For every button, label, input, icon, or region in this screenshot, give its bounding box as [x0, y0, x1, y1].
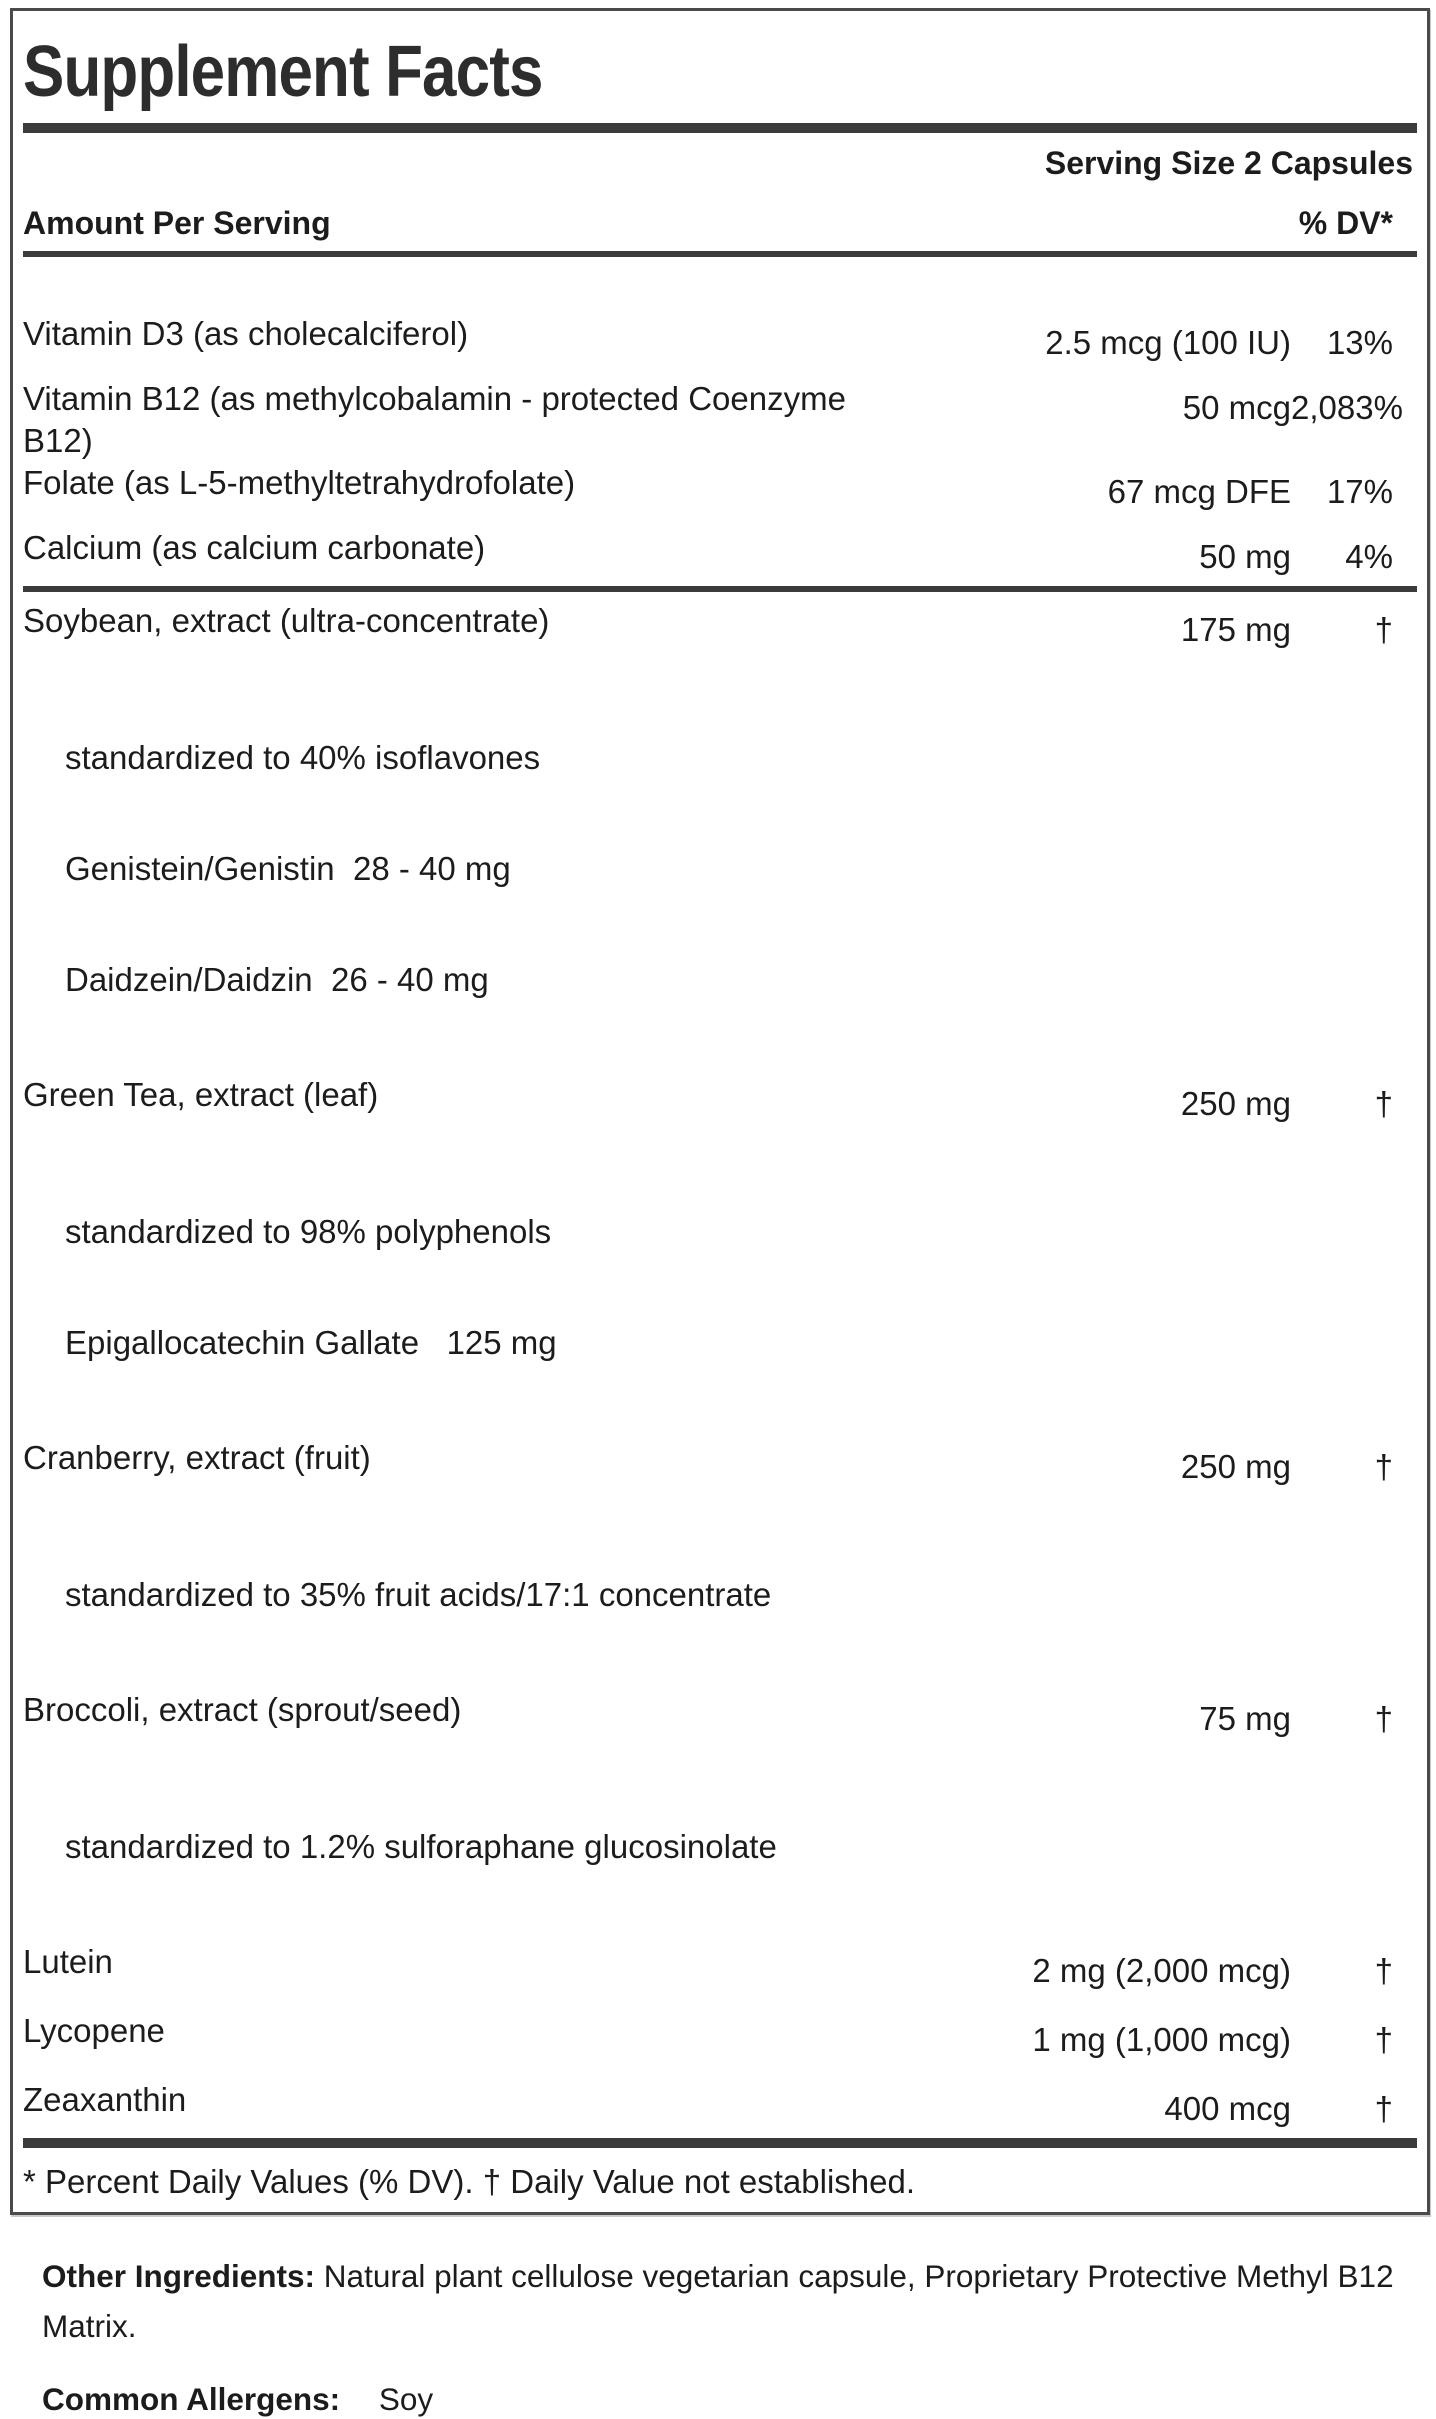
nutrient-name: Cranberry, extract (fruit): [23, 1439, 371, 1476]
sub-ingredient-line: Epigallocatechin Gallate 125 mg: [65, 1324, 557, 1361]
nutrient-amount: 50 mg: [1199, 538, 1291, 575]
nutrient-amount: 175 mg: [1180, 611, 1291, 648]
title-divider-bar: [23, 123, 1417, 133]
supplement-facts-panel: [10, 8, 1430, 2215]
nutrient-name: Vitamin B12 (as methylcobalamin - protected Coenzyme B12): [23, 380, 846, 459]
nutrient-name: Calcium (as calcium carbonate): [23, 529, 486, 566]
nutrient-row-green-tea: [23, 1074, 1417, 1125]
nutrient-amount: 1 mg (1,000 mcg): [1032, 2021, 1291, 2058]
nutrient-dv: 4%: [1345, 538, 1393, 575]
other-ingredients: [42, 2251, 1412, 2351]
amount-per-serving-header: Amount Per Serving: [23, 205, 331, 241]
sub-ingredient-line: Genistein/Genistin 28 - 40 mg: [65, 850, 511, 887]
sub-ingredients-cranberry: [65, 1502, 1417, 1687]
nutrient-row-lycopene: [23, 2010, 1417, 2079]
nutrient-amount: 250 mg: [1180, 1448, 1291, 1485]
nutrient-row-broccoli: [23, 1689, 1417, 1740]
nutrient-dv: 13%: [1326, 324, 1393, 361]
sub-ingredient-line: standardized to 35% fruit acids/17:1 concentrate: [65, 1576, 772, 1613]
nutrient-name: Folate (as L-5-methyltetrahydrofolate): [23, 464, 576, 501]
dv-not-established-dagger: †: [1374, 2090, 1393, 2127]
nutrient-row-vitamin-b12: [23, 378, 1417, 462]
sub-ingredients-green-tea: [65, 1139, 1417, 1435]
sub-ingredient-line: standardized to 98% polyphenols: [65, 1213, 552, 1250]
dv-not-established-dagger: †: [1374, 1700, 1393, 1737]
footnote: * Percent Daily Values (% DV). † Daily Value not established.: [23, 2163, 916, 2200]
other-ingredients-label: Other Ingredients:: [42, 2258, 316, 2294]
nutrient-row-folate: [23, 462, 1417, 527]
serving-size: Serving Size 2 Capsules: [1044, 145, 1413, 181]
nutrient-name: Lycopene: [23, 2012, 165, 2049]
nutrient-amount: 67 mcg DFE: [1107, 473, 1291, 510]
dv-not-established-dagger: †: [1374, 1085, 1393, 1122]
nutrient-dv: 17%: [1326, 473, 1393, 510]
nutrient-row-soybean: [23, 600, 1417, 651]
nutrient-rows: [23, 257, 1417, 2138]
column-header-row: [23, 203, 1417, 243]
nutrient-name: Lutein: [23, 1943, 113, 1980]
nutrient-amount: 400 mcg: [1164, 2090, 1291, 2127]
nutrient-dv: 2,083%: [1291, 389, 1403, 426]
sub-ingredients-soybean: [65, 665, 1417, 1072]
other-ingredients-text: Natural plant cellulose vegetarian capsule, Proprietary Protective Methyl B12 Matrix.: [42, 2258, 1394, 2344]
nutrient-row-cranberry: [23, 1437, 1417, 1488]
nutrient-name: Vitamin D3 (as cholecalciferol): [23, 315, 469, 352]
dv-not-established-dagger: †: [1374, 611, 1393, 648]
nutrient-name: Soybean, extract (ultra-concentrate): [23, 602, 550, 639]
footnote-divider-bar: [23, 2138, 1417, 2148]
panel-title: Supplement Facts: [23, 32, 543, 112]
nutrient-amount: 2 mg (2,000 mcg): [1032, 1952, 1291, 1989]
nutrient-row-calcium: [23, 527, 1417, 586]
percent-dv-header: % DV*: [1298, 205, 1393, 241]
nutrient-amount: 50 mcg: [1182, 389, 1291, 426]
common-allergens: [42, 2379, 1412, 2419]
dv-not-established-dagger: †: [1374, 1952, 1393, 1989]
common-allergens-value: Soy: [378, 2381, 434, 2417]
dv-not-established-dagger: †: [1374, 1448, 1393, 1485]
dv-not-established-dagger: †: [1374, 2021, 1393, 2058]
sub-ingredient-line: standardized to 40% isoflavones: [65, 739, 541, 776]
sub-ingredient-line: standardized to 1.2% sulforaphane glucosinolate: [65, 1828, 777, 1865]
nutrient-name: Green Tea, extract (leaf): [23, 1076, 379, 1113]
nutrient-row-vitamin-d3: [23, 313, 1417, 378]
nutrient-row-zeaxanthin: [23, 2079, 1417, 2138]
nutrient-amount: 250 mg: [1180, 1085, 1291, 1122]
nutrient-amount: 2.5 mcg (100 IU): [1045, 324, 1291, 361]
common-allergens-label: Common Allergens:: [42, 2381, 341, 2417]
nutrient-name: Zeaxanthin: [23, 2081, 187, 2118]
nutrient-amount: 75 mg: [1199, 1700, 1291, 1737]
section-divider: [23, 586, 1417, 592]
sub-ingredient-line: Daidzein/Daidzin 26 - 40 mg: [65, 961, 489, 998]
nutrient-name: Broccoli, extract (sprout/seed): [23, 1691, 462, 1728]
sub-ingredients-broccoli: [65, 1754, 1417, 1939]
nutrient-row-lutein: [23, 1941, 1417, 2010]
